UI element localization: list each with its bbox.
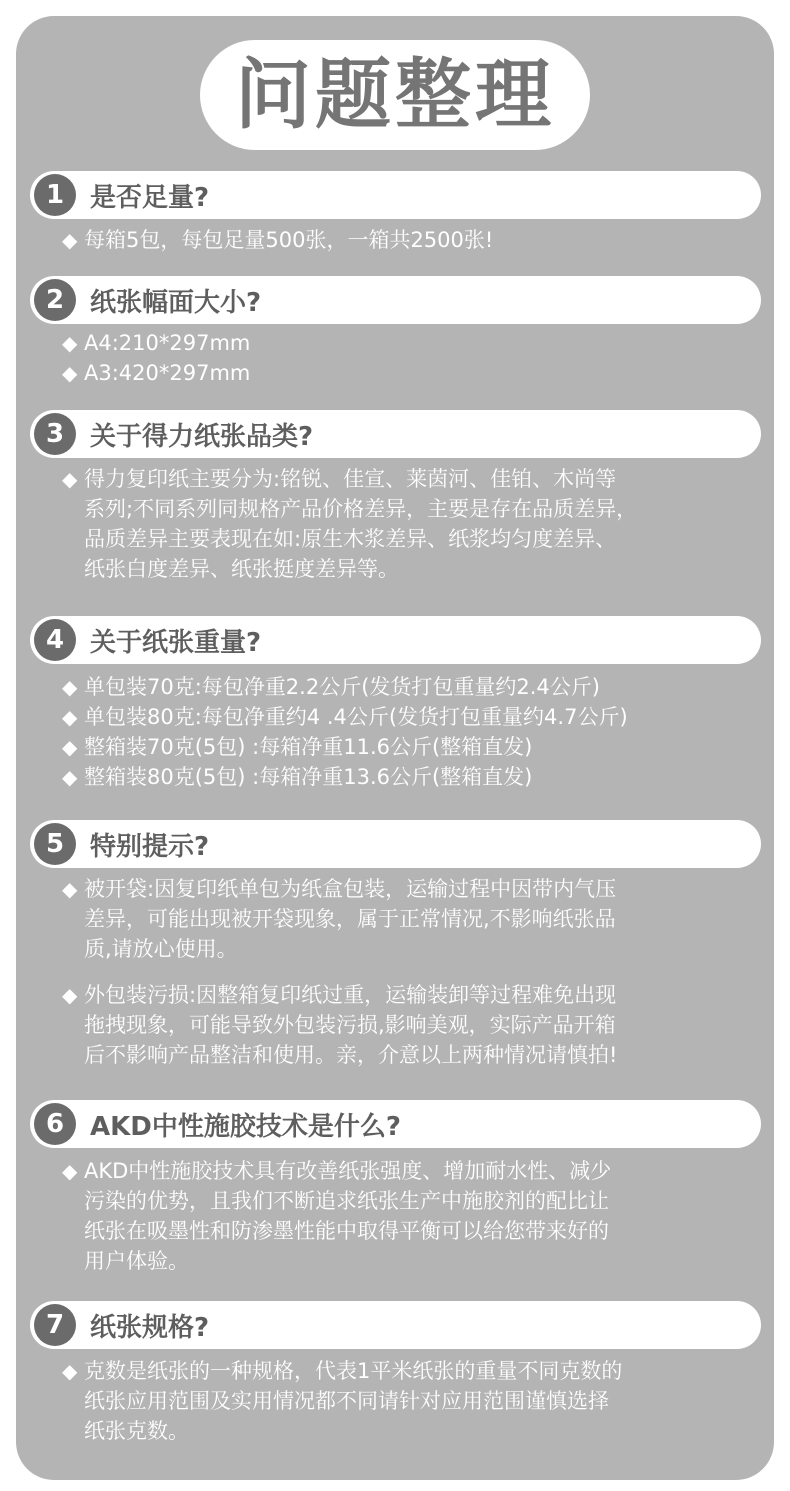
section-content-4 xyxy=(62,672,752,792)
section-content-6 xyxy=(62,1156,752,1276)
section-content-3 xyxy=(62,464,752,584)
text-line: 整箱装70克(5包) :每箱净重11.6公斤(整箱直发) xyxy=(84,735,533,759)
section-title-3: 关于得力纸张品类? xyxy=(90,421,314,452)
section-header-7 xyxy=(30,1301,761,1349)
text-line: 纸张在吸墨性和防渗墨性能中取得平衡可以给您带来好的 xyxy=(84,1219,609,1243)
text-line: 单包装70克:每包净重2.2公斤(发货打包重量约2.4公斤) xyxy=(84,675,600,699)
text-line: 拖拽现象，可能导致外包装污损,影响美观，实际产品开箱 xyxy=(84,1013,616,1037)
text-line: 克数是纸张的一种规格，代表1平米纸张的重量不同克数的 xyxy=(84,1359,623,1383)
section-content-5 xyxy=(62,874,752,1070)
section-title-6: AKD中性施胶技术是什么? xyxy=(90,1111,401,1142)
text-line: 系列;不同系列同规格产品价格差异，主要是存在品质差异， xyxy=(84,497,638,521)
diamond-bullet-icon: ◆ xyxy=(62,467,78,491)
paragraph xyxy=(62,762,752,792)
diamond-bullet-icon: ◆ xyxy=(62,1359,78,1383)
text-line: A4:210*297mm xyxy=(84,331,251,355)
text-line: A3:420*297mm xyxy=(84,361,251,385)
diamond-bullet-icon: ◆ xyxy=(62,228,78,252)
paragraph xyxy=(62,358,752,388)
section-title-7: 纸张规格? xyxy=(90,1312,210,1343)
paragraph xyxy=(62,702,752,732)
text-line: 得力复印纸主要分为:铭锐、佳宣、莱茵河、佳铂、木尚等 xyxy=(84,467,617,491)
section-title-2: 纸张幅面大小? xyxy=(90,287,262,318)
text-line: 品质差异主要表现在如:原生木浆差异、纸浆均匀度差异、 xyxy=(84,527,617,551)
section-number-6: 6 xyxy=(34,1103,76,1145)
text-line: 纸张应用范围及实用情况都不同请针对应用范围谨慎选择 xyxy=(84,1389,609,1413)
paragraph xyxy=(62,874,752,964)
paragraph xyxy=(62,980,752,1070)
text-line: 用户体验。 xyxy=(84,1249,189,1273)
section-header-4 xyxy=(30,616,761,664)
section-content-1 xyxy=(62,225,752,255)
section-number-1: 1 xyxy=(34,174,76,216)
section-content-2 xyxy=(62,328,752,388)
section-number-7: 7 xyxy=(34,1304,76,1346)
paragraph xyxy=(62,1356,752,1446)
text-line: 后不影响产品整洁和使用。亲，介意以上两种情况请慎拍! xyxy=(84,1043,618,1067)
paragraph xyxy=(62,672,752,702)
paragraph xyxy=(62,225,752,255)
text-line: AKD中性施胶技术具有改善纸张强度、增加耐水性、减少 xyxy=(84,1159,612,1183)
text-line: 每箱5包，每包足量500张，一箱共2500张! xyxy=(84,228,494,252)
diamond-bullet-icon: ◆ xyxy=(62,705,78,729)
page-title: 问题整理 xyxy=(235,50,555,139)
diamond-bullet-icon: ◆ xyxy=(62,1159,78,1183)
section-header-2 xyxy=(30,276,761,324)
section-number-5: 5 xyxy=(34,823,76,865)
title-pill xyxy=(200,40,590,150)
section-header-3 xyxy=(30,410,761,458)
diamond-bullet-icon: ◆ xyxy=(62,877,78,901)
text-line: 单包装80克:每包净重约4 .4公斤(发货打包重量约4.7公斤) xyxy=(84,705,628,729)
diamond-bullet-icon: ◆ xyxy=(62,331,78,355)
section-title-1: 是否足量? xyxy=(90,182,210,213)
diamond-bullet-icon: ◆ xyxy=(62,361,78,385)
section-content-7 xyxy=(62,1356,752,1446)
diamond-bullet-icon: ◆ xyxy=(62,675,78,699)
section-number-4: 4 xyxy=(34,619,76,661)
text-line: 污染的优势，且我们不断追求纸张生产中施胶剂的配比让 xyxy=(84,1189,609,1213)
text-line: 差异，可能出现被开袋现象，属于正常情况,不影响纸张品 xyxy=(84,907,616,931)
section-number-2: 2 xyxy=(34,279,76,321)
diamond-bullet-icon: ◆ xyxy=(62,983,78,1007)
section-title-5: 特别提示? xyxy=(90,831,210,862)
text-line: 被开袋:因复印纸单包为纸盒包装，运输过程中因带内气压 xyxy=(84,877,617,901)
text-line: 外包装污损:因整箱复印纸过重，运输装卸等过程难免出现 xyxy=(84,983,617,1007)
section-header-1 xyxy=(30,171,761,219)
section-title-4: 关于纸张重量? xyxy=(90,627,262,658)
text-line: 纸张克数。 xyxy=(84,1419,189,1443)
paragraph xyxy=(62,328,752,358)
section-header-6 xyxy=(30,1100,761,1148)
paragraph xyxy=(62,1156,752,1276)
paragraph xyxy=(62,732,752,762)
section-header-5 xyxy=(30,820,761,868)
paragraph xyxy=(62,464,752,584)
section-number-3: 3 xyxy=(34,413,76,455)
text-line: 质,请放心使用。 xyxy=(84,937,238,961)
text-line: 整箱装80克(5包) :每箱净重13.6公斤(整箱直发) xyxy=(84,765,533,789)
text-line: 纸张白度差异、纸张挺度差异等。 xyxy=(84,557,399,581)
diamond-bullet-icon: ◆ xyxy=(62,735,78,759)
diamond-bullet-icon: ◆ xyxy=(62,765,78,789)
